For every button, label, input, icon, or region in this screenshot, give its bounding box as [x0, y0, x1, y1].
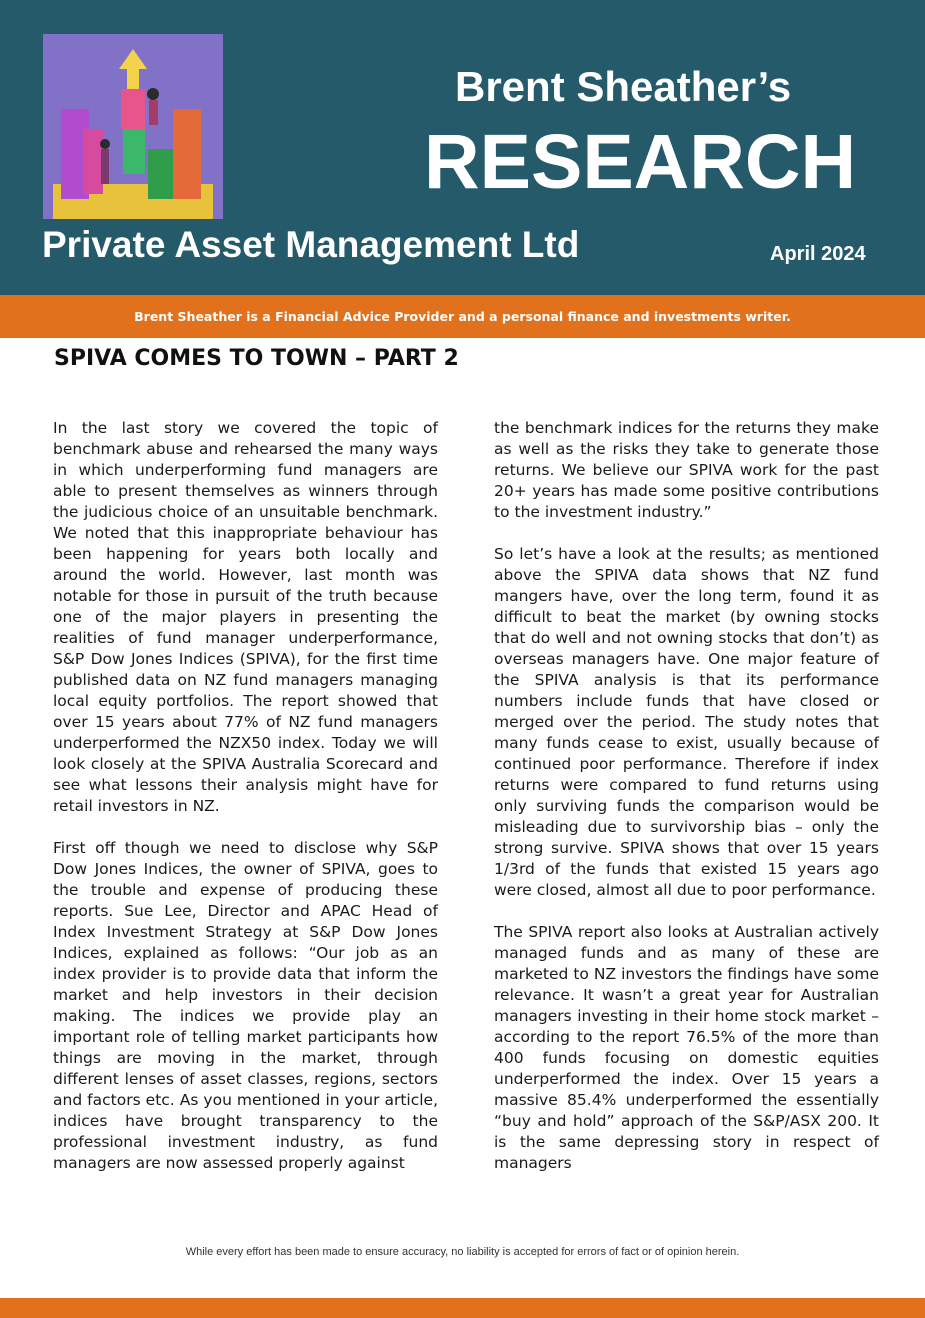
brand-name: Brent Sheather’s [455, 63, 792, 110]
issue-date: April 2024 [770, 243, 866, 265]
brand-title: RESEARCH [424, 119, 857, 205]
masthead [0, 0, 925, 295]
author-banner [0, 295, 925, 338]
paragraph: the benchmark indices for the returns they make as well as the risks they take to generate those returns. We believe our SPIVA work for the past 20+ years has made some positive contributions to the investment industry.” [494, 419, 879, 521]
paragraph: First off though we need to disclose why S&P Dow Jones Indices, the owner of SPIVA, goes to the trouble and expense of producing these reports. Sue Lee, Director and APAC Head of Index Investment Strategy at S&P Dow Jones Indices, explained as follows: “Our job as an index provider is to provide data that inform the market and help investors in their decision making. The indices we provide play an important role of telling market participants how things are moving in the market, through different lenses of asset classes, regions, sectors and factors etc. As you mentioned in your article, indices have brought transparency to the professional investment industry, as fund managers are now assessed properly against [53, 839, 438, 1172]
author-banner-text: Brent Sheather is a Financial Advice Provider and a personal finance and investments writer. [134, 309, 791, 324]
company-name: Private Asset Management Ltd [42, 224, 580, 265]
paragraph: In the last story we covered the topic of benchmark abuse and rehearsed the many ways in which underperforming fund managers are able to present themselves as winners through the judicious choice of an unsuitable benchmark. We noted that this inappropriate behaviour has been happening for years both locally and around the world. However, last month was notable for those in pursuit of the truth because one of the major players in presenting the realities of fund manager underperformance, S&P Dow Jones Indices (SPIVA), for the first time published data on NZ fund managers managing local equity portfolios. The report showed that over 15 years about 77% of NZ fund managers underperformed the NZX50 index. Today we will look closely at the SPIVA Australia Scorecard and see what lessons their analysis might have for retail investors in NZ. [53, 419, 438, 815]
rising-bars-logo-image [43, 34, 223, 219]
paragraph: So let’s have a look at the results; as mentioned above the SPIVA data shows that NZ fund mangers have, over the long term, found it as difficult to beat the market (by owning stocks that do well and not owning stocks that don’t) as overseas managers have. One major feature of the SPIVA analysis is that its performance numbers include funds that have closed or merged over the period. The study notes that many funds cease to exist, usually because of continued poor performance. Therefore if index returns were compared to fund returns using only surviving funds the comparison would be misleading due to survivorship bias – only the strong survive. SPIVA shows that over 15 years 1/3rd of the funds that existed 15 years ago were closed, almost all due to poor performance. [494, 545, 879, 899]
left-column [53, 418, 438, 1195]
right-column [494, 418, 879, 1195]
disclaimer: While every effort has been made to ensure accuracy, no liability is accepted for errors of fact or of opinion herein. [185, 1246, 740, 1258]
footer-bar [0, 1298, 925, 1318]
paragraph: The SPIVA report also looks at Australian actively managed funds and as many of these are marketed to NZ investors the findings have some relevance. It wasn’t a great year for Australian managers investing in their home stock market – according to the report 76.5% of the more than 400 funds focusing on domestic equities underperformed the index. Over 15 years a massive 85.4% underperformed the essentially “buy and hold” approach of the S&P/ASX 200. It is the same depressing story in respect of managers [494, 923, 879, 1172]
article-headline: SPIVA COMES TO TOWN – PART 2 [54, 346, 459, 371]
